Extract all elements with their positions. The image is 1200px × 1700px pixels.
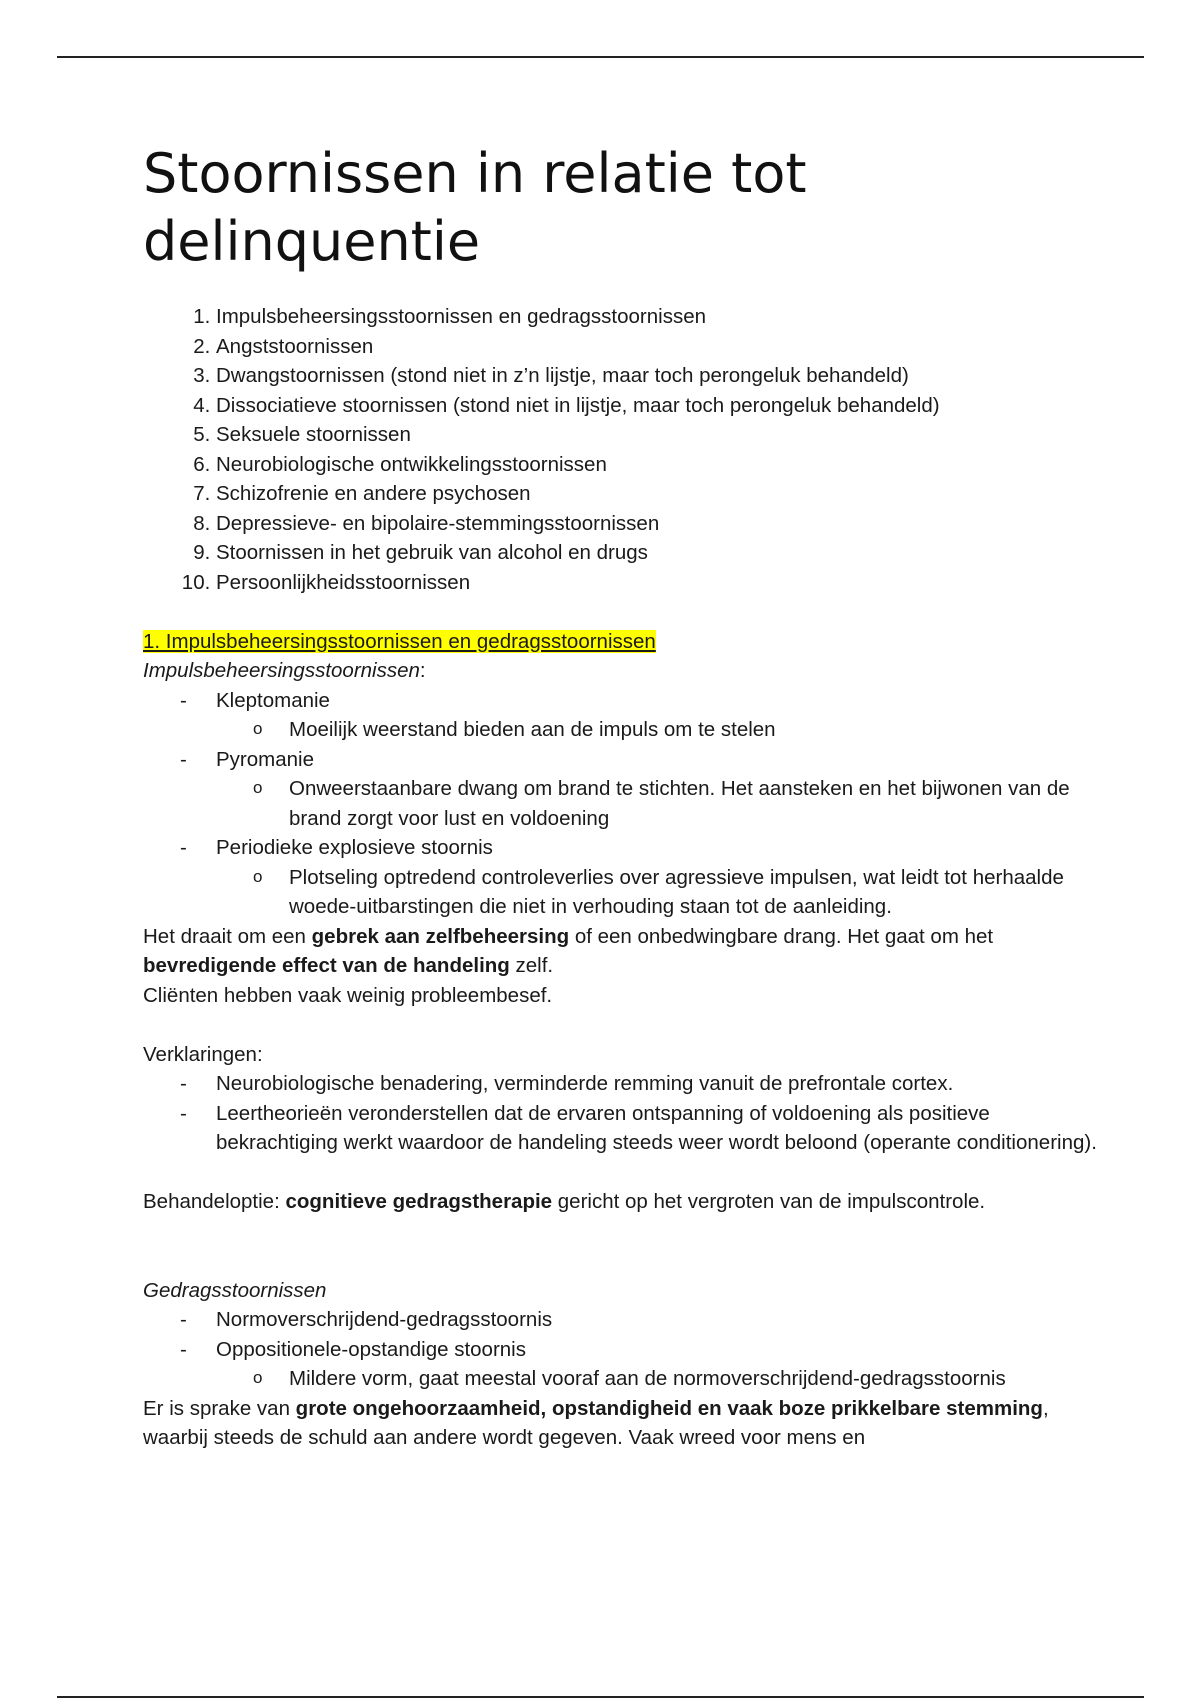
list-item-label: Oppositionele-opstandige stoornis: [216, 1337, 526, 1361]
subheading-impuls: [143, 656, 1103, 686]
sub-list-item: o Moeilijk weerstand bieden aan de impuls om te stelen: [216, 715, 1103, 745]
toc-item: 7. Schizofrenie en andere psychosen: [216, 479, 1103, 509]
subheading-impuls-text: Impulsbeheersingsstoornissen: [143, 659, 420, 682]
sub-list: [143, 774, 1103, 833]
subheading-colon: :: [419, 659, 426, 682]
toc-item: 4. Dissociatieve stoornissen (stond niet in lijstje, maar toch perongeluk behandeld): [216, 391, 1103, 421]
toc-item: 1. Impulsbeheersingsstoornissen en gedragsstoornissen: [216, 302, 1103, 332]
header-rule: [57, 56, 1144, 58]
bold-run: bevredigende effect van de handeling: [143, 954, 510, 977]
sub-list-item: o Onweerstaanbare dwang om brand te stichten. Het aansteken en het bijwonen van de brand zorgt voor lust en voldoening: [216, 774, 1103, 833]
list-item: [143, 1305, 1103, 1335]
spacer: [143, 1158, 1103, 1188]
toc-item: 10. Persoonlijkheidsstoornissen: [216, 568, 1103, 598]
paragraph-probleembesef: Cliënten hebben vaak weinig probleembesef.: [143, 983, 553, 1007]
text-run: zelf.: [509, 954, 554, 977]
list-item-label: Pyromanie: [216, 747, 314, 771]
explanations-list: [143, 1069, 1103, 1158]
list-item: [143, 745, 1103, 834]
section-heading-text: 1. Impulsbeheersingsstoornissen en gedragsstoornissen: [143, 629, 656, 653]
document-title: Stoornissen in relatie tot delinquentie: [143, 142, 807, 273]
text-run: , waarbij steeds de schuld aan andere wordt gegeven. Vaak wreed voor mens en: [143, 1396, 1049, 1449]
sub-list-item: o Plotseling optredend controleverlies over agressieve impulsen, wat leidt tot herhaalde woede-uitbarstingen die niet in verhouding staan tot de aanleiding.: [216, 863, 1103, 922]
toc-item: 2. Angststoornissen: [216, 332, 1103, 362]
list-item: [143, 1335, 1103, 1394]
sub-list: [143, 715, 1103, 745]
spacer: [143, 1010, 1103, 1040]
paragraph-zelfbeheersing: [143, 922, 1103, 981]
toc-item: 3. Dwangstoornissen (stond niet in z’n lijstje, maar toch perongeluk behandeld): [216, 361, 1103, 391]
spacer: [143, 597, 1103, 627]
bold-run: cognitieve gedragstherapie: [285, 1190, 553, 1213]
gedrag-list: [143, 1305, 1103, 1394]
bold-run: grote ongehoorzaamheid, opstandigheid en vaak boze prikkelbare stemming: [295, 1396, 1043, 1420]
list-item-label: Kleptomanie: [216, 688, 330, 712]
text-run: gericht op het vergroten van de impulscontrole.: [552, 1190, 986, 1213]
list-item: - Neurobiologische benadering, verminderde remming vanuit de prefrontale cortex.: [143, 1069, 1103, 1099]
list-item: - Leertheorieën veronderstellen dat de ervaren ontspanning of voldoening als positieve bekrachtiging werkt waardoor de handeling steeds weer wordt beloond (operante conditionering).: [143, 1099, 1103, 1158]
list-item-label: Normoverschrijdend-gedragsstoornis: [216, 1308, 553, 1331]
spacer: [143, 1217, 1103, 1276]
text-run: Behandeloptie:: [143, 1190, 286, 1213]
subheading-gedrag-text: Gedragsstoornissen: [143, 1278, 327, 1302]
sub-list: [143, 1364, 1103, 1394]
sub-list-item: o Mildere vorm, gaat meestal vooraf aan de normoverschrijdend-gedragsstoornis: [216, 1364, 1103, 1394]
toc-item: 6. Neurobiologische ontwikkelingsstoornissen: [216, 450, 1103, 480]
text-run: of een onbedwingbare drang. Het gaat om het: [569, 924, 994, 948]
sub-list: [143, 863, 1103, 922]
impuls-list: [143, 686, 1103, 922]
footer-rule: [57, 1696, 1144, 1698]
list-item-label: Periodieke explosieve stoornis: [216, 836, 493, 859]
list-item: [143, 686, 1103, 745]
document-text: [143, 302, 1103, 1453]
paragraph-treatment: [143, 1187, 1103, 1217]
table-of-contents: [143, 302, 1103, 597]
bold-run: gebrek aan zelfbeheersing: [311, 924, 570, 948]
section-heading: [143, 627, 1103, 657]
document-body: [143, 140, 1103, 1453]
text-run: Er is sprake van: [143, 1396, 296, 1420]
toc-item: 9. Stoornissen in het gebruik van alcohol en drugs: [216, 538, 1103, 568]
toc-item: 5. Seksuele stoornissen: [216, 420, 1103, 450]
explanations-title: Verklaringen:: [143, 1042, 263, 1066]
list-item: [143, 833, 1103, 922]
subheading-gedrag: [143, 1276, 1103, 1306]
toc-item: 8. Depressieve- en bipolaire-stemmingsstoornissen: [216, 509, 1103, 539]
text-run: Het draait om een: [143, 924, 312, 948]
paragraph-ongehoorzaamheid: [143, 1394, 1103, 1453]
